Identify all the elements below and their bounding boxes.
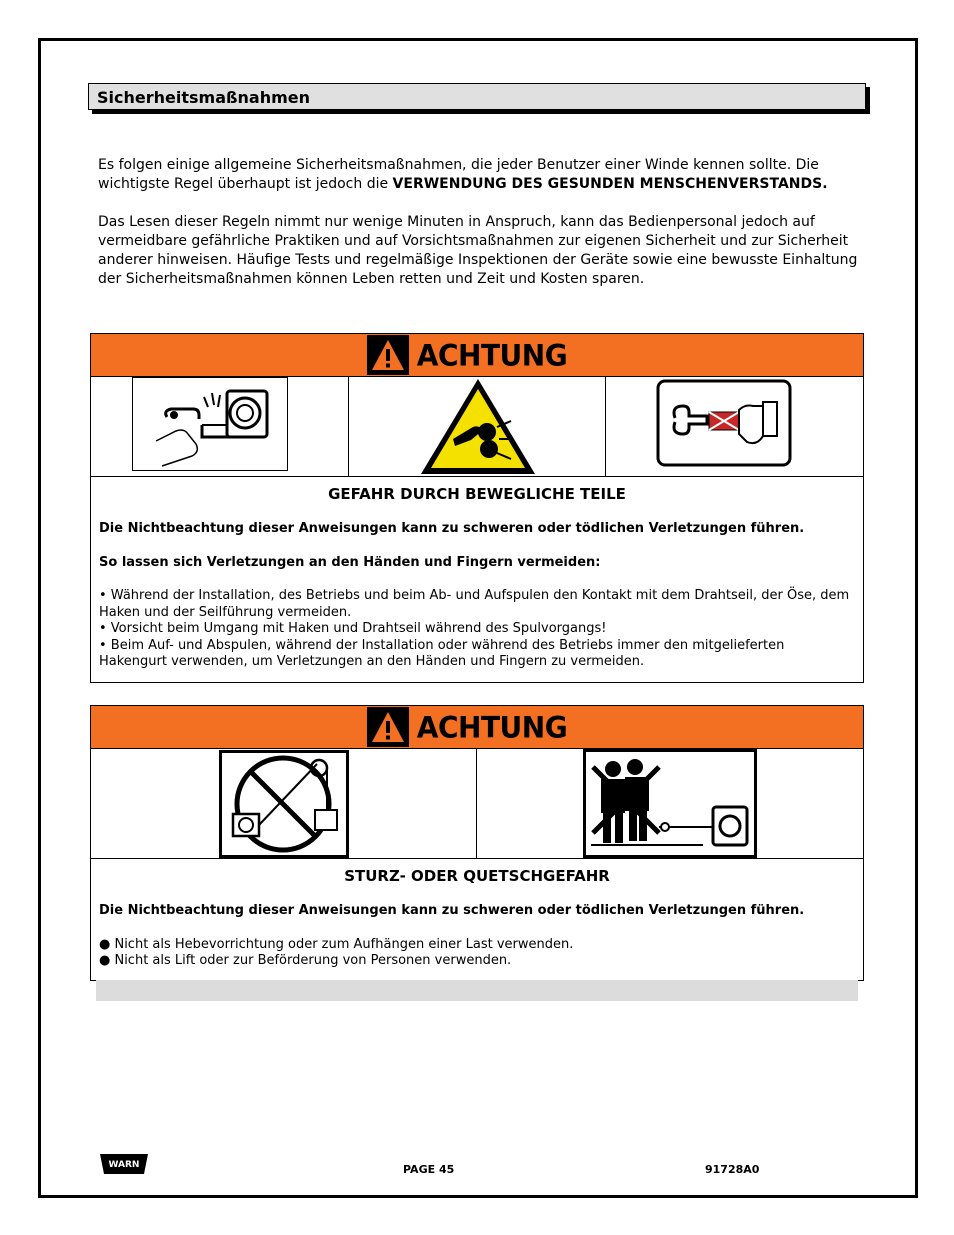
warning-box-fall-crush — [90, 705, 864, 981]
pictogram-cell — [349, 377, 606, 476]
sticker-caption: ©1998 HCS, Inc. 800-748-0241 No. 1016B-0101 — [423, 470, 533, 475]
warning-consequence: Die Nichtbeachtung dieser Anweisungen kann zu schweren oder tödlichen Verletzungen führen. — [99, 521, 805, 536]
warning-bullet-list — [99, 588, 855, 671]
warning-header — [91, 706, 863, 749]
warning-title: STURZ- ODER QUETSCHGEFAHR — [344, 867, 610, 885]
warning-instruction: So lassen sich Verletzungen an den Händen und Fingern vermeiden: — [99, 554, 601, 570]
warning-title: GEFAHR DURCH BEWEGLICHE TEILE — [328, 485, 626, 503]
list-item: • Während der Installation, des Betriebs und beim Ab- und Aufspulen den Kontakt mit dem Drahtseil, der Öse, dem Haken und der Seilführung vermeiden. — [99, 588, 850, 620]
page-number: PAGE 45 — [403, 1163, 455, 1176]
pictogram-cell — [477, 749, 863, 858]
no-personnel-lifting-icon — [583, 749, 757, 858]
warning-bullet-list — [99, 937, 855, 970]
section-title: Sicherheitsmaßnahmen — [97, 88, 310, 107]
warning-box-moving-parts — [90, 333, 864, 683]
warning-body — [91, 903, 863, 970]
intro-paragraph-1 — [98, 156, 858, 194]
signal-word: ACHTUNG — [416, 337, 568, 373]
warning-header — [91, 334, 863, 377]
warning-triangle-icon — [367, 707, 409, 747]
pictogram-row — [91, 749, 863, 859]
pictogram-cell — [91, 749, 477, 858]
intro-paragraph-2: Das Lesen dieser Regeln nimmt nur wenige Minuten in Anspruch, kann das Bedienpersonal jedoch auf vermeidbare gefährliche Praktiken und auf Vorsichtsmaßnahmen zur eigenen Sicherheit und zur Sicherheit anderer hinweisen. Häufige Tests und regelmäßige Inspektionen der Geräte sowie eine bewusste Einhaltung der Sicherheitsmaßnahmen können Leben retten und Zeit und Kosten sparen. — [98, 214, 858, 287]
pictogram-row — [91, 377, 863, 477]
list-item: • Beim Auf- und Abspulen, während der Installation oder während des Betriebs immer den mitgelieferten Hakengurt verwenden, um Verletzungen an den Händen und Fingern zu vermeiden. — [99, 637, 785, 669]
signal-word: ACHTUNG — [416, 709, 568, 745]
list-item: ● Nicht als Hebevorrichtung oder zum Aufhängen einer Last verwenden. — [99, 936, 574, 952]
intro-text: Es folgen einige allgemeine Sicherheitsmaßnahmen, die jeder Benutzer einer Winde kennen sollte. Die wichtigste Regel überhaupt ist jedoch die — [98, 157, 819, 192]
pictogram-cell — [91, 377, 349, 476]
list-item: • Vorsicht beim Umgang mit Haken und Drahtseil während des Spulvorgangs! — [99, 621, 607, 636]
gray-bar — [96, 980, 858, 1001]
intro-emphasis: VERWENDUNG DES GESUNDEN MENSCHENVERSTANDS. — [392, 176, 828, 192]
entanglement-hazard-icon — [419, 377, 537, 476]
logo-text: WARN — [108, 1160, 140, 1170]
list-item: ● Nicht als Lift oder zur Beförderung von Personen verwenden. — [99, 953, 512, 968]
pictogram-cell — [606, 377, 863, 476]
hand-near-winch-icon — [132, 377, 288, 471]
document-number: 91728A0 — [705, 1163, 760, 1176]
hook-strap-icon — [655, 378, 793, 468]
warning-body — [91, 521, 863, 671]
warning-consequence: Die Nichtbeachtung dieser Anweisungen kann zu schweren oder tödlichen Verletzungen führen. — [99, 903, 805, 918]
section-header — [88, 83, 866, 110]
warn-logo — [98, 1152, 150, 1176]
warning-triangle-icon — [367, 335, 409, 375]
no-lifting-icon — [219, 750, 349, 858]
